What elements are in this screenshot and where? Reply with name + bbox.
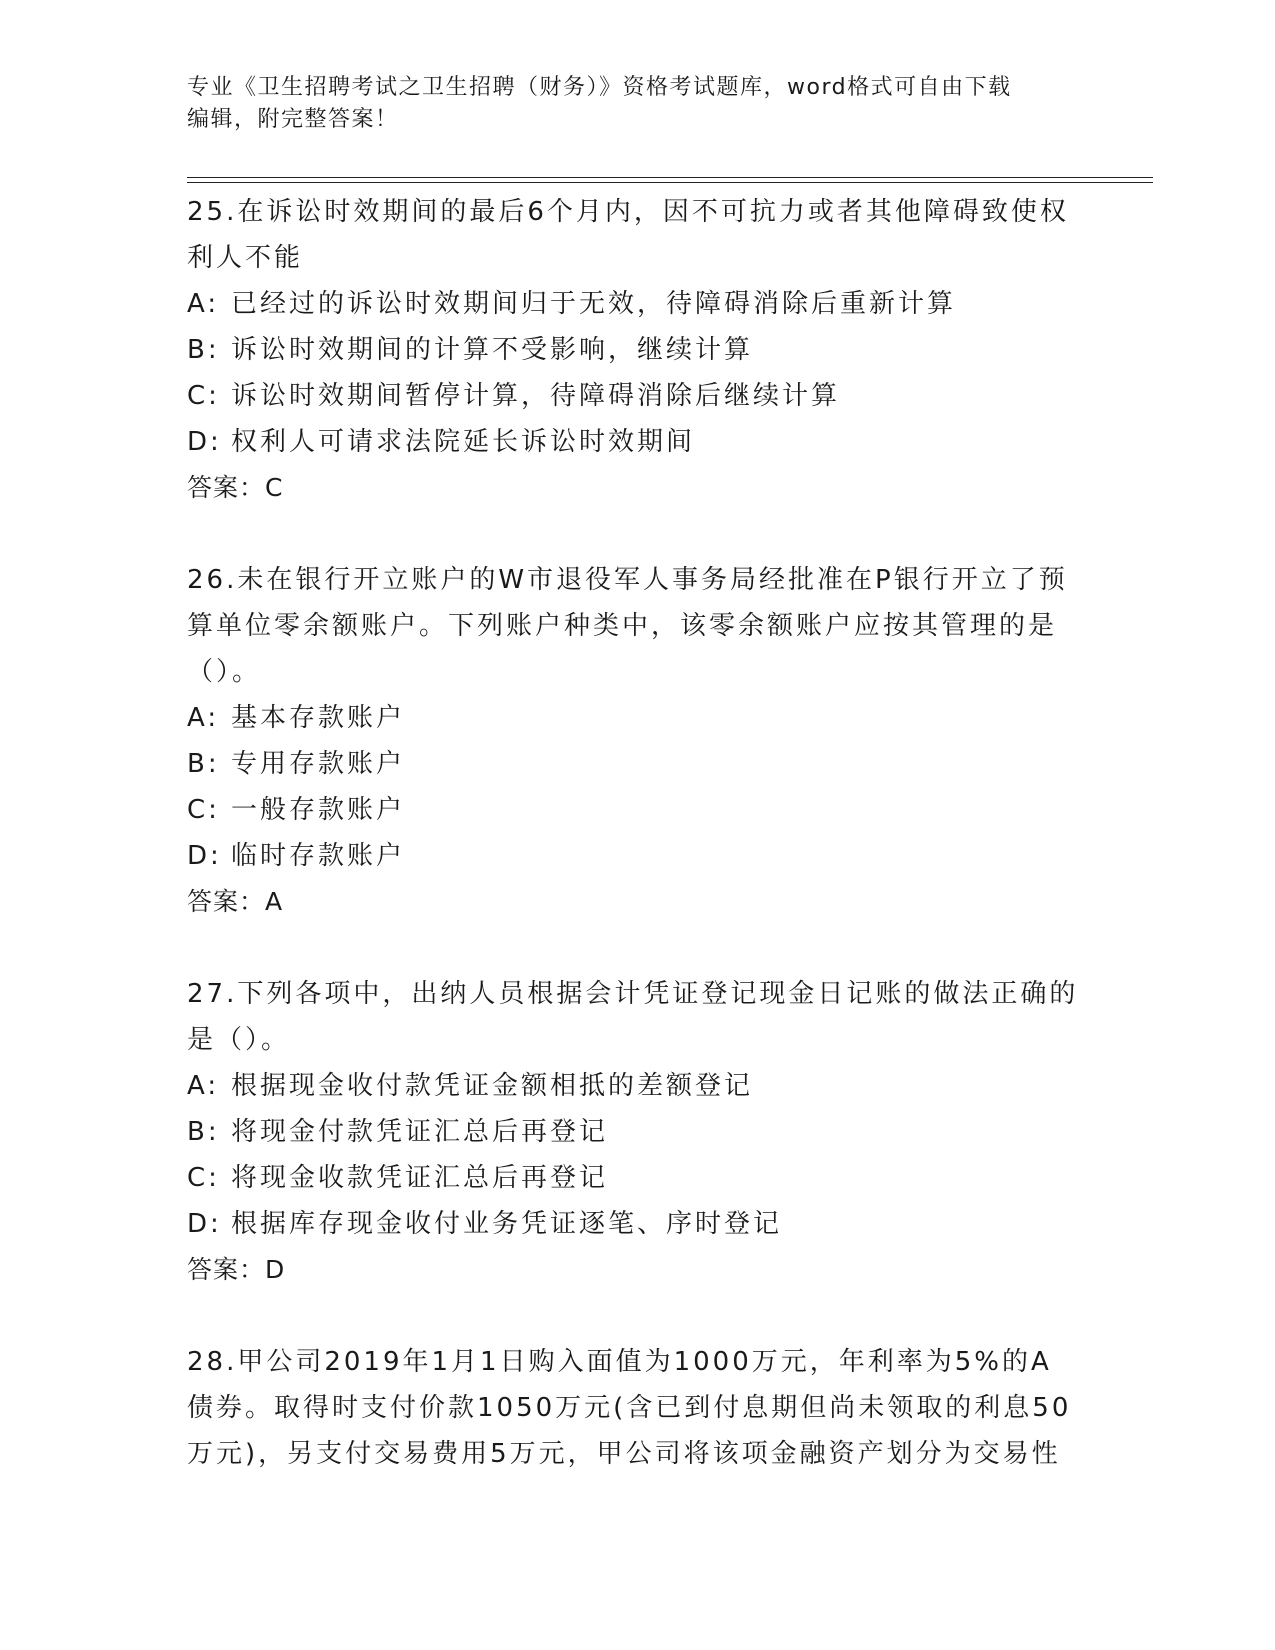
option-d: [187, 833, 1087, 879]
answer-line: 答案：D: [187, 1255, 286, 1284]
option-letter: C:: [187, 381, 220, 411]
option-text: 一般存款账户: [231, 795, 406, 825]
question-text-line: 债券。取得时支付价款1050万元(含已到付息期但尚未领取的利息50: [187, 1393, 1072, 1423]
option-a: [187, 1063, 1087, 1109]
option-d: [187, 1201, 1087, 1247]
option-text: 诉讼时效期间的计算不受影响，继续计算: [231, 335, 754, 365]
question-25: [187, 189, 1087, 511]
header-line-2: 编辑，附完整答案！: [187, 107, 399, 132]
question-list: [187, 189, 1087, 1523]
question-text-line: （）。: [187, 657, 262, 687]
option-b: [187, 1109, 1087, 1155]
question-text-line: 万元)，另支付交易费用5万元，甲公司将该项金融资产划分为交易性: [187, 1439, 1061, 1469]
header-line-1: 专业《卫生招聘考试之卫生招聘（财务）》资格考试题库，word格式可自由下载: [187, 75, 1012, 100]
question-text-line: 算单位零余额账户。下列账户种类中，该零余额账户应按其管理的是: [187, 611, 1058, 641]
option-letter: C:: [187, 1163, 220, 1193]
answer-line: 答案：C: [187, 473, 284, 502]
question-28: [187, 1339, 1087, 1477]
option-letter: C:: [187, 795, 220, 825]
option-letter: D:: [187, 841, 222, 871]
header-divider-bottom: [187, 182, 1153, 183]
answer-line: 答案：A: [187, 887, 284, 916]
option-text: 根据库存现金收付业务凭证逐笔、序时登记: [231, 1209, 783, 1239]
document-header: [187, 72, 1087, 136]
option-letter: D:: [187, 427, 222, 457]
option-letter: A:: [187, 1071, 220, 1101]
question-26: [187, 557, 1087, 925]
option-letter: A:: [187, 289, 220, 319]
option-letter: B:: [187, 749, 220, 779]
option-text: 专用存款账户: [231, 749, 406, 779]
question-text-line: 28.甲公司2019年1月1日购入面值为1000万元，年利率为5%的A: [187, 1347, 1052, 1377]
question-text-line: 25.在诉讼时效期间的最后6个月内，因不可抗力或者其他障碍致使权: [187, 197, 1069, 227]
option-text: 诉讼时效期间暂停计算，待障碍消除后继续计算: [231, 381, 841, 411]
option-a: [187, 695, 1087, 741]
option-text: 将现金付款凭证汇总后再登记: [231, 1117, 609, 1147]
option-letter: B:: [187, 335, 220, 365]
question-text-line: 26.未在银行开立账户的W市退役军人事务局经批准在P银行开立了预: [187, 565, 1068, 595]
option-b: [187, 327, 1087, 373]
option-c: [187, 787, 1087, 833]
option-b: [187, 741, 1087, 787]
option-text: 权利人可请求法院延长诉讼时效期间: [231, 427, 696, 457]
option-text: 将现金收款凭证汇总后再登记: [231, 1163, 609, 1193]
option-c: [187, 373, 1087, 419]
option-letter: D:: [187, 1209, 222, 1239]
option-text: 临时存款账户: [231, 841, 406, 871]
option-text: 根据现金收付款凭证金额相抵的差额登记: [231, 1071, 754, 1101]
header-divider-top: [187, 177, 1153, 178]
question-text-line: 27.下列各项中，出纳人员根据会计凭证登记现金日记账的做法正确的: [187, 979, 1079, 1009]
option-d: [187, 419, 1087, 465]
option-letter: A:: [187, 703, 220, 733]
question-text-line: 是（）。: [187, 1025, 291, 1055]
question-text-line: 利人不能: [187, 243, 304, 273]
question-27: [187, 971, 1087, 1293]
option-letter: B:: [187, 1117, 220, 1147]
option-text: 基本存款账户: [231, 703, 406, 733]
option-c: [187, 1155, 1087, 1201]
option-a: [187, 281, 1087, 327]
option-text: 已经过的诉讼时效期间归于无效，待障碍消除后重新计算: [231, 289, 957, 319]
